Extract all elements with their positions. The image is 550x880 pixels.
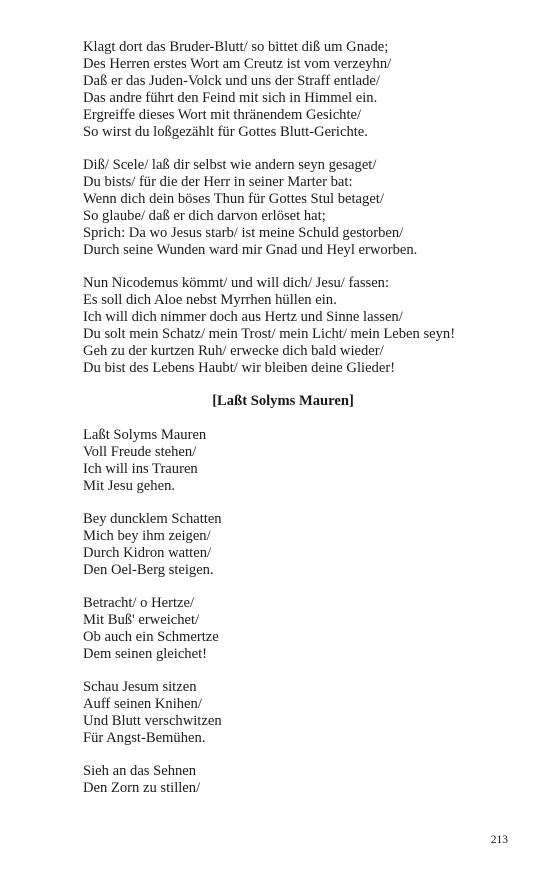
verse-line: Betracht/ o Hertze/: [83, 595, 195, 611]
verse-line: Mit Buß' erweichet/: [83, 612, 200, 628]
song-stanza-4: [83, 679, 503, 747]
verse-line: Es soll dich Aloe nebst Myrrhen hüllen ein.: [83, 292, 337, 308]
poem-stanza-1: [83, 39, 503, 141]
verse-line: Auff seinen Knihen/: [83, 696, 202, 712]
verse-line: Dem seinen gleichet!: [83, 646, 207, 662]
verse-line: Und Blutt verschwitzen: [83, 713, 222, 729]
verse-line: Schau Jesum sitzen: [83, 679, 197, 695]
verse-line: Sieh an das Sehnen: [83, 763, 197, 779]
verse-line: Ich will ins Trauren: [83, 461, 198, 477]
verse-line: So glaube/ daß er dich darvon erlöset hat;: [83, 208, 326, 224]
song-stanza-1: [83, 427, 503, 495]
verse-line: Voll Freude stehen/: [83, 444, 197, 460]
song-title: [Laßt Solyms Mauren]: [212, 393, 354, 409]
verse-line: Ob auch ein Schmertze: [83, 629, 219, 645]
verse-line: Den Oel-Berg steigen.: [83, 562, 214, 578]
verse-line: Nun Nicodemus kömmt/ und will dich/ Jesu/ fassen:: [83, 275, 390, 291]
song-stanza-2: [83, 511, 503, 579]
text-block: [83, 39, 503, 813]
verse-line: Das andre führt den Feind mit sich in Himmel ein.: [83, 90, 378, 106]
verse-line: Mich bey ihm zeigen/: [83, 528, 211, 544]
verse-line: Wenn dich dein böses Thun für Gottes Stul betaget/: [83, 191, 384, 207]
verse-line: Für Angst-Bemühen.: [83, 730, 206, 746]
verse-line: Diß/ Scele/ laß dir selbst wie andern seyn gesaget/: [83, 157, 377, 173]
song-stanza-5: [83, 763, 503, 797]
verse-line: Laßt Solyms Mauren: [83, 427, 207, 443]
verse-line: Du bist des Lebens Haubt/ wir bleiben deine Glieder!: [83, 360, 396, 376]
verse-line: Durch Kidron watten/: [83, 545, 212, 561]
verse-line: So wirst du loßgezählt für Gottes Blutt-Gerichte.: [83, 124, 368, 140]
verse-line: Durch seine Wunden ward mir Gnad und Heyl erworben.: [83, 242, 418, 258]
verse-line: Du solt mein Schatz/ mein Trost/ mein Licht/ mein Leben seyn!: [83, 326, 456, 342]
verse-line: Mit Jesu gehen.: [83, 478, 176, 494]
verse-line: Bey duncklem Schatten: [83, 511, 222, 527]
page-number: 213: [490, 834, 508, 846]
verse-line: Sprich: Da wo Jesus starb/ ist meine Schuld gestorben/: [83, 225, 404, 241]
poem-stanza-2: [83, 157, 503, 259]
verse-line: Du bists/ für die der Herr in seiner Marter bat:: [83, 174, 353, 190]
poem-stanza-3: [83, 275, 503, 377]
verse-line: Ergreiffe dieses Wort mit thränendem Gesichte/: [83, 107, 362, 123]
verse-line: Den Zorn zu stillen/: [83, 780, 201, 796]
song-stanza-3: [83, 595, 503, 663]
verse-line: Des Herren erstes Wort am Creutz ist vom verzeyhn/: [83, 56, 392, 72]
verse-line: Ich will dich nimmer doch aus Hertz und Sinne lassen/: [83, 309, 403, 325]
verse-line: Klagt dort das Bruder-Blutt/ so bittet diß um Gnade;: [83, 39, 389, 55]
verse-line: Daß er das Juden-Volck und uns der Straff entlade/: [83, 73, 380, 89]
verse-line: Geh zu der kurtzen Ruh/ erwecke dich bald wieder/: [83, 343, 384, 359]
